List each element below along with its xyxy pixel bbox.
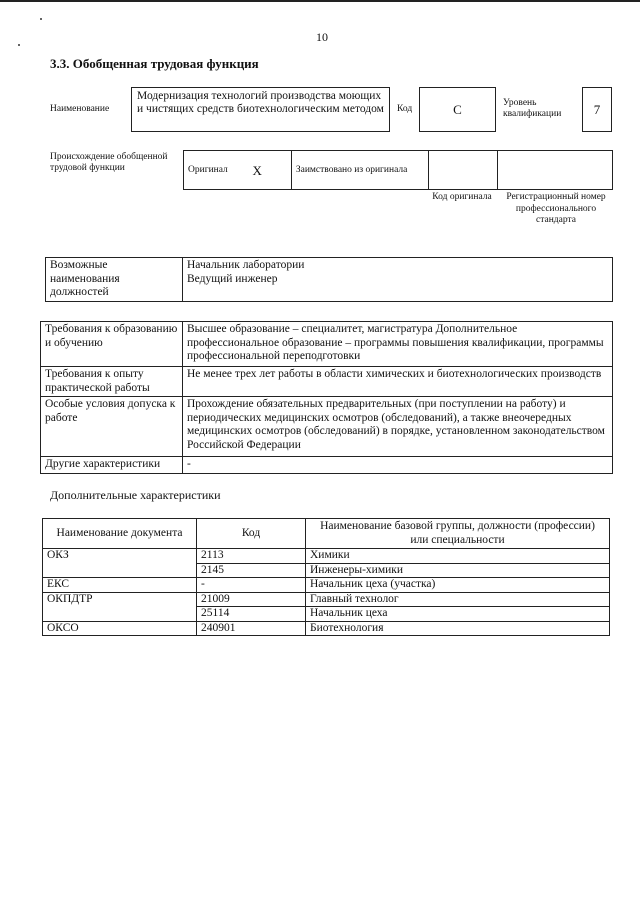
group-name-cell: Инженеры-химики [306,563,610,578]
positions-table [45,257,613,302]
code-cell: 25114 [197,607,306,622]
doc-name-cell [43,607,197,622]
code-cell: 21009 [197,592,306,607]
code-original-caption: Код оригинала [432,192,492,202]
doc-name-cell [43,563,197,578]
scan-speck [18,44,20,46]
code-cell: 240901 [197,621,306,636]
origin-table [183,150,613,190]
table-row [43,578,610,593]
original-label: Оригинал [184,151,249,190]
function-name-value: Модернизация технологий производства моющих и чистящих средств биотехнологическим методом [137,90,384,115]
reg-number-caption: Регистрационный номер профессионального стандарта [506,192,606,225]
doc-name-cell: ОКПДТР [43,592,197,607]
level-label: Уровень квалификации [503,98,562,119]
doc-name-cell: ЕКС [43,578,197,593]
doc-name-cell: ОКСО [43,621,197,636]
req-value-other: - [183,457,613,474]
function-name-box [131,87,390,132]
header-doc-name: Наименование документа [43,519,197,549]
original-mark: X [248,151,291,190]
code-cell: 2145 [197,563,306,578]
table-row [43,607,610,622]
table-row [43,592,610,607]
page-number: 10 [316,30,328,44]
additional-table [42,518,610,636]
group-name-cell: Начальник цеха [306,607,610,622]
table-row [43,563,610,578]
group-name-cell: Главный технолог [306,592,610,607]
positions-values [183,258,613,302]
code-cell: 2113 [197,549,306,564]
origin-label: Происхождение обобщенной трудовой функции [50,152,168,173]
reg-number-cell [498,151,613,190]
header-group-name: Наименование базовой группы, должности (профессии) или специальности [306,519,610,549]
table-row [43,549,610,564]
position-item: Ведущий инженер [187,272,278,285]
section-title: 3.3. Обобщенная трудовая функция [50,56,259,71]
scan-speck [40,18,42,20]
req-label-conditions: Особые условия допуска к работе [41,397,183,457]
req-label-experience: Требования к опыту практической работы [41,367,183,397]
req-value-experience: Не менее трех лет работы в области химических и биотехнологических производств [183,367,613,397]
req-value-education: Высшее образование – специалитет, магистратура Дополнительное профессиональное образование – программы повышения квалификации, программы профессиональной переподготовки [183,322,613,367]
code-value: C [453,101,462,117]
page-top-border [0,0,640,2]
header-code: Код [197,519,306,549]
position-item: Начальник лаборатории [187,259,305,271]
doc-name-cell: ОКЗ [43,549,197,564]
borrowed-label: Заимствовано из оригинала [291,151,428,190]
requirements-table [40,321,613,474]
group-name-cell: Биотехнология [306,621,610,636]
req-value-conditions: Прохождение обязательных предварительных (при поступлении на работу) и периодических медицинских осмотров (обследований), а также внеочередных медицинских осмотров (обследований) в порядке, установленном законодательством Российской Федерации [183,397,613,457]
name-label: Наименование [50,104,110,114]
group-name-cell: Химики [306,549,610,564]
table-row [43,621,610,636]
code-original-cell [428,151,498,190]
group-name-cell: Начальник цеха (участка) [306,578,610,593]
code-label: Код [397,104,413,114]
code-value-box [419,87,496,132]
additional-title: Дополнительные характеристики [50,488,221,502]
positions-label: Возможные наименования должностей [46,258,183,302]
req-label-education: Требования к образованию и обучению [41,322,183,367]
code-cell: - [197,578,306,593]
level-value: 7 [593,101,601,117]
level-value-box [582,87,612,132]
req-label-other: Другие характеристики [41,457,183,474]
